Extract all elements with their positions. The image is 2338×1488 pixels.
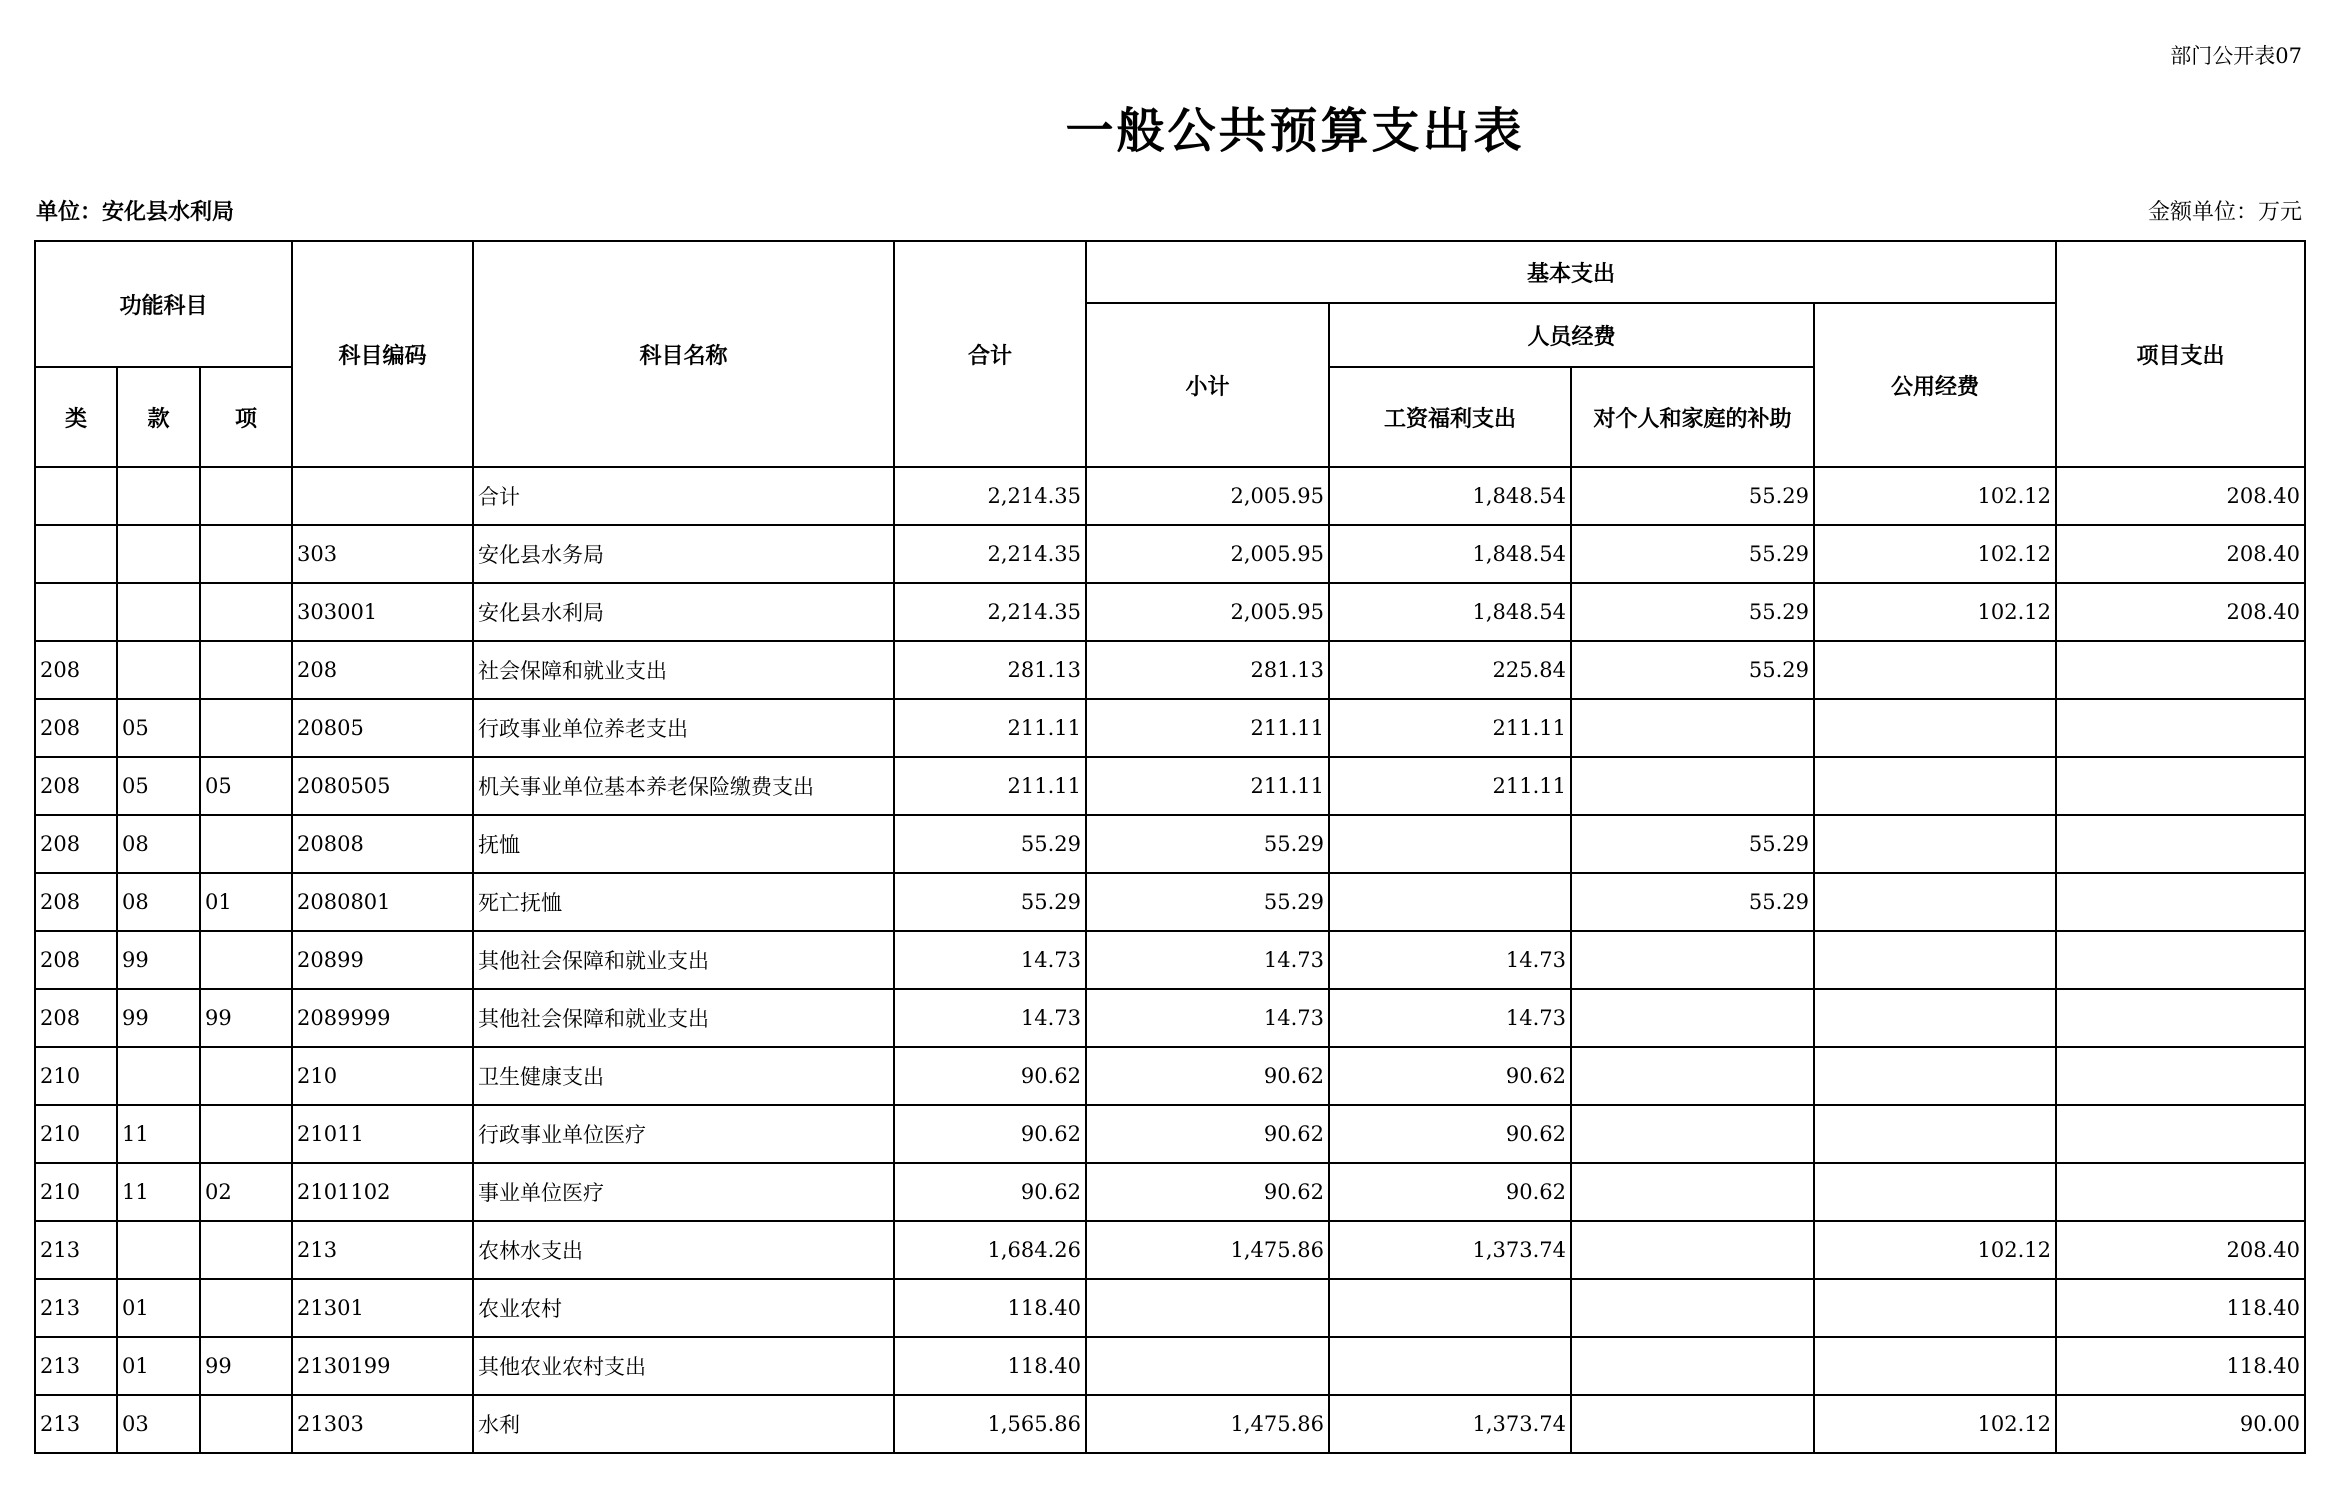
cell-subtotal: [1086, 1279, 1329, 1337]
cell-kuan: [117, 467, 200, 525]
cell-xiang: [200, 1105, 292, 1163]
cell-kuan: 08: [117, 873, 200, 931]
cell-total: 2,214.35: [894, 525, 1086, 583]
cell-kuan: 05: [117, 757, 200, 815]
cell-subtotal: 14.73: [1086, 931, 1329, 989]
cell-lei: [35, 583, 117, 641]
cell-total: 118.40: [894, 1337, 1086, 1395]
page-title: 一般公共预算支出表: [1065, 103, 1525, 159]
cell-project: [2056, 1047, 2305, 1105]
cell-project: 90.00: [2056, 1395, 2305, 1453]
cell-subsidy: [1571, 1163, 1814, 1221]
cell-salary: 225.84: [1329, 641, 1571, 699]
cell-subtotal: 1,475.86: [1086, 1221, 1329, 1279]
cell-salary: 211.11: [1329, 699, 1571, 757]
cell-salary: 90.62: [1329, 1047, 1571, 1105]
cell-public: 102.12: [1814, 467, 2056, 525]
cell-subtotal: 211.11: [1086, 699, 1329, 757]
col-name: 科目名称: [473, 241, 894, 467]
cell-name: 农业农村: [473, 1279, 894, 1337]
cell-kuan: [117, 525, 200, 583]
cell-code: 2089999: [292, 989, 473, 1047]
table-row: [35, 1163, 2305, 1221]
cell-name: 安化县水务局: [473, 525, 894, 583]
col-code: 科目编码: [292, 241, 473, 467]
cell-name: 其他农业农村支出: [473, 1337, 894, 1395]
cell-code: 21011: [292, 1105, 473, 1163]
cell-kuan: 03: [117, 1395, 200, 1453]
cell-lei: 210: [35, 1105, 117, 1163]
cell-lei: 213: [35, 1279, 117, 1337]
cell-project: [2056, 641, 2305, 699]
table-row: [35, 1105, 2305, 1163]
cell-kuan: [117, 1047, 200, 1105]
cell-code: 2101102: [292, 1163, 473, 1221]
cell-total: 211.11: [894, 699, 1086, 757]
cell-xiang: [200, 1221, 292, 1279]
cell-total: 1,565.86: [894, 1395, 1086, 1453]
table-row: [35, 1337, 2305, 1395]
cell-project: [2056, 757, 2305, 815]
cell-public: 102.12: [1814, 1395, 2056, 1453]
col-xiang: 项: [200, 367, 292, 467]
cell-subsidy: [1571, 1047, 1814, 1105]
col-subsidy: 对个人和家庭的补助: [1571, 367, 1814, 467]
cell-public: [1814, 1163, 2056, 1221]
cell-total: 14.73: [894, 989, 1086, 1047]
cell-name: 死亡抚恤: [473, 873, 894, 931]
cell-name: 行政事业单位养老支出: [473, 699, 894, 757]
cell-project: [2056, 1105, 2305, 1163]
cell-public: 102.12: [1814, 525, 2056, 583]
col-project: 项目支出: [2056, 241, 2305, 467]
cell-name: 卫生健康支出: [473, 1047, 894, 1105]
table-row: [35, 641, 2305, 699]
cell-kuan: 01: [117, 1337, 200, 1395]
cell-total: 14.73: [894, 931, 1086, 989]
table-row: [35, 1047, 2305, 1105]
cell-subtotal: [1086, 1337, 1329, 1395]
cell-public: [1814, 1279, 2056, 1337]
cell-code: 20899: [292, 931, 473, 989]
cell-name: 合计: [473, 467, 894, 525]
cell-subsidy: [1571, 931, 1814, 989]
cell-lei: 208: [35, 699, 117, 757]
cell-subsidy: [1571, 989, 1814, 1047]
table-row: [35, 989, 2305, 1047]
budget-table: [34, 240, 2306, 1454]
unit-label: 单位：安化县水利局: [36, 199, 235, 225]
cell-salary: 1,848.54: [1329, 525, 1571, 583]
cell-project: 208.40: [2056, 467, 2305, 525]
cell-salary: [1329, 815, 1571, 873]
cell-subtotal: 1,475.86: [1086, 1395, 1329, 1453]
cell-lei: 210: [35, 1163, 117, 1221]
cell-public: [1814, 815, 2056, 873]
cell-total: 90.62: [894, 1047, 1086, 1105]
cell-salary: 1,373.74: [1329, 1221, 1571, 1279]
cell-project: 118.40: [2056, 1279, 2305, 1337]
cell-xiang: [200, 525, 292, 583]
cell-salary: 14.73: [1329, 989, 1571, 1047]
col-public: 公用经费: [1814, 303, 2056, 467]
cell-project: [2056, 873, 2305, 931]
cell-name: 其他社会保障和就业支出: [473, 931, 894, 989]
cell-public: [1814, 1047, 2056, 1105]
cell-subsidy: [1571, 757, 1814, 815]
cell-xiang: [200, 1395, 292, 1453]
cell-total: 2,214.35: [894, 583, 1086, 641]
cell-kuan: [117, 641, 200, 699]
cell-kuan: 99: [117, 989, 200, 1047]
amount-unit-label: 金额单位：万元: [2147, 200, 2302, 225]
cell-subsidy: 55.29: [1571, 641, 1814, 699]
cell-xiang: [200, 931, 292, 989]
cell-kuan: 11: [117, 1105, 200, 1163]
cell-xiang: 05: [200, 757, 292, 815]
cell-project: 208.40: [2056, 525, 2305, 583]
cell-kuan: 08: [117, 815, 200, 873]
table-row: [35, 757, 2305, 815]
cell-subtotal: 281.13: [1086, 641, 1329, 699]
cell-name: 事业单位医疗: [473, 1163, 894, 1221]
cell-subsidy: [1571, 1337, 1814, 1395]
cell-subsidy: [1571, 1279, 1814, 1337]
cell-kuan: 05: [117, 699, 200, 757]
cell-subtotal: 90.62: [1086, 1163, 1329, 1221]
cell-lei: 210: [35, 1047, 117, 1105]
table-row: [35, 1395, 2305, 1453]
cell-xiang: 02: [200, 1163, 292, 1221]
cell-public: 102.12: [1814, 1221, 2056, 1279]
cell-xiang: [200, 1279, 292, 1337]
cell-salary: [1329, 873, 1571, 931]
cell-code: 20808: [292, 815, 473, 873]
form-code: 部门公开表07: [2170, 44, 2302, 68]
cell-public: [1814, 641, 2056, 699]
cell-kuan: [117, 583, 200, 641]
cell-lei: 208: [35, 873, 117, 931]
table-row: [35, 1279, 2305, 1337]
cell-public: [1814, 1337, 2056, 1395]
table-row: [35, 1221, 2305, 1279]
cell-salary: 90.62: [1329, 1105, 1571, 1163]
cell-total: 90.62: [894, 1105, 1086, 1163]
cell-project: 208.40: [2056, 1221, 2305, 1279]
cell-lei: 213: [35, 1337, 117, 1395]
cell-lei: 213: [35, 1221, 117, 1279]
col-total: 合计: [894, 241, 1086, 467]
cell-subsidy: [1571, 1221, 1814, 1279]
cell-lei: 208: [35, 931, 117, 989]
cell-xiang: [200, 1047, 292, 1105]
cell-public: 102.12: [1814, 583, 2056, 641]
cell-subsidy: 55.29: [1571, 467, 1814, 525]
cell-code: 303: [292, 525, 473, 583]
cell-lei: 208: [35, 815, 117, 873]
cell-subtotal: 90.62: [1086, 1105, 1329, 1163]
cell-xiang: 01: [200, 873, 292, 931]
cell-salary: 211.11: [1329, 757, 1571, 815]
col-func-subject: 功能科目: [35, 241, 292, 367]
table-row: [35, 583, 2305, 641]
col-personnel: 人员经费: [1329, 303, 1814, 367]
cell-project: [2056, 1163, 2305, 1221]
cell-salary: 90.62: [1329, 1163, 1571, 1221]
col-lei: 类: [35, 367, 117, 467]
cell-subtotal: 90.62: [1086, 1047, 1329, 1105]
table-row: [35, 931, 2305, 989]
table-row: [35, 815, 2305, 873]
cell-lei: 213: [35, 1395, 117, 1453]
cell-subsidy: [1571, 1105, 1814, 1163]
cell-xiang: [200, 641, 292, 699]
cell-subtotal: 55.29: [1086, 815, 1329, 873]
cell-salary: 1,848.54: [1329, 583, 1571, 641]
cell-lei: 208: [35, 757, 117, 815]
cell-public: [1814, 699, 2056, 757]
cell-lei: 208: [35, 989, 117, 1047]
cell-total: 281.13: [894, 641, 1086, 699]
cell-code: 2130199: [292, 1337, 473, 1395]
cell-name: 抚恤: [473, 815, 894, 873]
cell-project: [2056, 699, 2305, 757]
cell-subsidy: 55.29: [1571, 873, 1814, 931]
cell-kuan: 01: [117, 1279, 200, 1337]
cell-xiang: 99: [200, 1337, 292, 1395]
cell-total: 2,214.35: [894, 467, 1086, 525]
cell-subsidy: [1571, 699, 1814, 757]
col-kuan: 款: [117, 367, 200, 467]
col-subtotal: 小计: [1086, 303, 1329, 467]
cell-code: 2080801: [292, 873, 473, 931]
cell-kuan: 99: [117, 931, 200, 989]
cell-code: 2080505: [292, 757, 473, 815]
cell-project: [2056, 931, 2305, 989]
cell-project: [2056, 815, 2305, 873]
cell-total: 55.29: [894, 815, 1086, 873]
table-row: [35, 699, 2305, 757]
cell-xiang: [200, 583, 292, 641]
cell-total: 55.29: [894, 873, 1086, 931]
cell-lei: [35, 467, 117, 525]
cell-project: 208.40: [2056, 583, 2305, 641]
cell-salary: [1329, 1279, 1571, 1337]
cell-salary: 14.73: [1329, 931, 1571, 989]
cell-subsidy: [1571, 1395, 1814, 1453]
cell-subtotal: 211.11: [1086, 757, 1329, 815]
cell-xiang: [200, 815, 292, 873]
cell-code: 208: [292, 641, 473, 699]
cell-subsidy: 55.29: [1571, 525, 1814, 583]
cell-name: 水利: [473, 1395, 894, 1453]
cell-subtotal: 55.29: [1086, 873, 1329, 931]
cell-code: 303001: [292, 583, 473, 641]
cell-public: [1814, 873, 2056, 931]
cell-subsidy: 55.29: [1571, 583, 1814, 641]
cell-xiang: [200, 467, 292, 525]
cell-public: [1814, 757, 2056, 815]
cell-name: 行政事业单位医疗: [473, 1105, 894, 1163]
cell-xiang: 99: [200, 989, 292, 1047]
cell-project: 118.40: [2056, 1337, 2305, 1395]
cell-code: 21303: [292, 1395, 473, 1453]
cell-subtotal: 2,005.95: [1086, 467, 1329, 525]
cell-subsidy: 55.29: [1571, 815, 1814, 873]
cell-code: 20805: [292, 699, 473, 757]
cell-salary: 1,373.74: [1329, 1395, 1571, 1453]
cell-code: 213: [292, 1221, 473, 1279]
table-body: [35, 467, 2305, 1453]
cell-total: 211.11: [894, 757, 1086, 815]
cell-lei: 208: [35, 641, 117, 699]
cell-total: 90.62: [894, 1163, 1086, 1221]
cell-public: [1814, 989, 2056, 1047]
cell-subtotal: 2,005.95: [1086, 525, 1329, 583]
cell-subtotal: 14.73: [1086, 989, 1329, 1047]
cell-project: [2056, 989, 2305, 1047]
cell-public: [1814, 931, 2056, 989]
cell-total: 118.40: [894, 1279, 1086, 1337]
cell-xiang: [200, 699, 292, 757]
cell-code: 210: [292, 1047, 473, 1105]
cell-kuan: [117, 1221, 200, 1279]
cell-total: 1,684.26: [894, 1221, 1086, 1279]
table-row: [35, 873, 2305, 931]
col-basic: 基本支出: [1086, 241, 2056, 303]
cell-salary: [1329, 1337, 1571, 1395]
cell-kuan: 11: [117, 1163, 200, 1221]
table-row: [35, 525, 2305, 583]
cell-name: 安化县水利局: [473, 583, 894, 641]
cell-name: 机关事业单位基本养老保险缴费支出: [473, 757, 894, 815]
cell-lei: [35, 525, 117, 583]
cell-code: [292, 467, 473, 525]
col-salary: 工资福利支出: [1329, 367, 1571, 467]
cell-name: 其他社会保障和就业支出: [473, 989, 894, 1047]
cell-name: 农林水支出: [473, 1221, 894, 1279]
cell-code: 21301: [292, 1279, 473, 1337]
cell-subtotal: 2,005.95: [1086, 583, 1329, 641]
cell-salary: 1,848.54: [1329, 467, 1571, 525]
table-row: [35, 467, 2305, 525]
cell-name: 社会保障和就业支出: [473, 641, 894, 699]
table-header: [35, 241, 2305, 467]
cell-public: [1814, 1105, 2056, 1163]
